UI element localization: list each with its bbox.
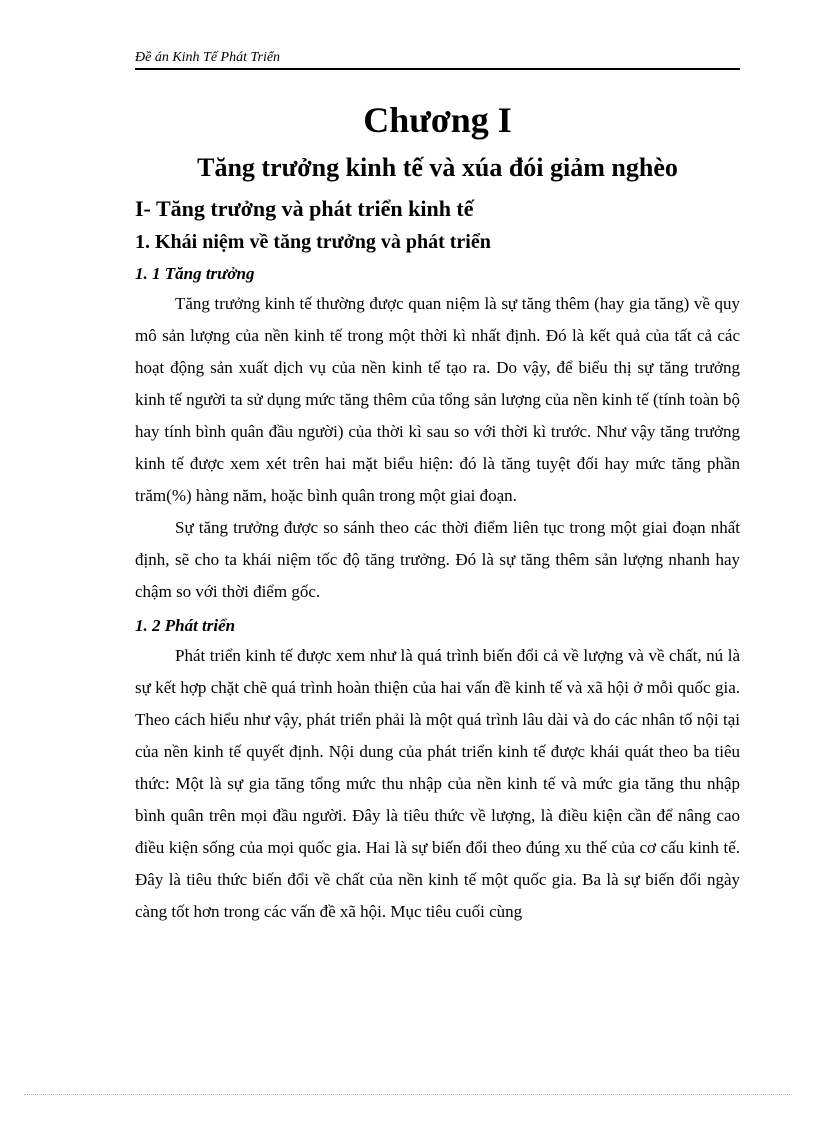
chapter-subtitle: Tăng trưởng kinh tế và xúa đói giảm nghèo bbox=[197, 153, 678, 182]
paragraph-growth-rate: Sự tăng trưởng được so sánh theo các thời điểm liên tục trong một giai đoạn nhất định, sẽ cho ta khái niệm tốc độ tăng trưởng. Đó là sự tăng thêm sản lượng nhanh hay chậm so với thời điểm gốc. bbox=[135, 518, 740, 601]
header-divider bbox=[135, 68, 740, 70]
subsection-heading: 1. Khái niệm về tăng trưởng và phát triển bbox=[135, 231, 491, 253]
page-bottom-divider bbox=[24, 1094, 792, 1095]
part-heading-development: 1. 2 Phát triển bbox=[135, 616, 236, 635]
paragraph-development-definition: Phát triển kinh tế được xem như là quá trình biến đổi cả về lượng và về chất, nú là sự kết hợp chặt chẽ quá trình hoàn thiện của hai vấn đề kinh tế và xã hội ở mỗi quốc gia. Theo cách hiểu như vậy, phát triển phải là một quá trình lâu dài và do các nhân tố nội tại của nền kinh tế quyết định. Nội dung của phát triển kinh tế được khái quát theo ba tiêu thức: Một là sự gia tăng tổng mức thu nhập của nền kinh tế và mức gia tăng thu nhập bình quân trên mọi đầu người. Đây là tiêu thức về lượng, là điều kiện cần để nâng cao điều kiện sống của mọi quốc gia. Hai là sự biến đổi theo đúng xu thế của cơ cấu kinh tế. Đây là tiêu thức biến đổi về chất của nền kinh tế một quốc gia. Ba là sự biến đổi ngày càng tốt hơn trong các vấn đề xã hội. Mục tiêu cuối cùng bbox=[135, 646, 740, 921]
page-header bbox=[135, 49, 740, 67]
document-body bbox=[135, 96, 740, 928]
section-heading: I- Tăng trưởng và phát triển kinh tế bbox=[135, 196, 474, 221]
header-title: Đề án Kinh Tế Phát Triển bbox=[135, 50, 281, 65]
paragraph-growth-definition: Tăng trưởng kinh tế thường được quan niệm là sự tăng thêm (hay gia tăng) về quy mô sản lượng của nền kinh tế trong một thời kì nhất định. Đó là kết quả của tất cả các hoạt động sản xuất dịch vụ của nền kinh tế tạo ra. Do vậy, để biểu thị sự tăng trưởng kinh tế người ta sử dụng mức tăng thêm của tổng sản lượng của nền kinh tế (tính toàn bộ hay tính bình quân đầu người) của thời kì sau so với thời kì trước. Như vậy tăng trưởng kinh tế được xem xét trên hai mặt biểu hiện: đó là tăng tuyệt đối hay mức tăng phần trăm(%) hàng năm, hoặc bình quân trong một giai đoạn. bbox=[135, 294, 740, 505]
chapter-title: Chương I bbox=[363, 100, 512, 140]
part-heading-growth: 1. 1 Tăng trưởng bbox=[135, 264, 255, 283]
